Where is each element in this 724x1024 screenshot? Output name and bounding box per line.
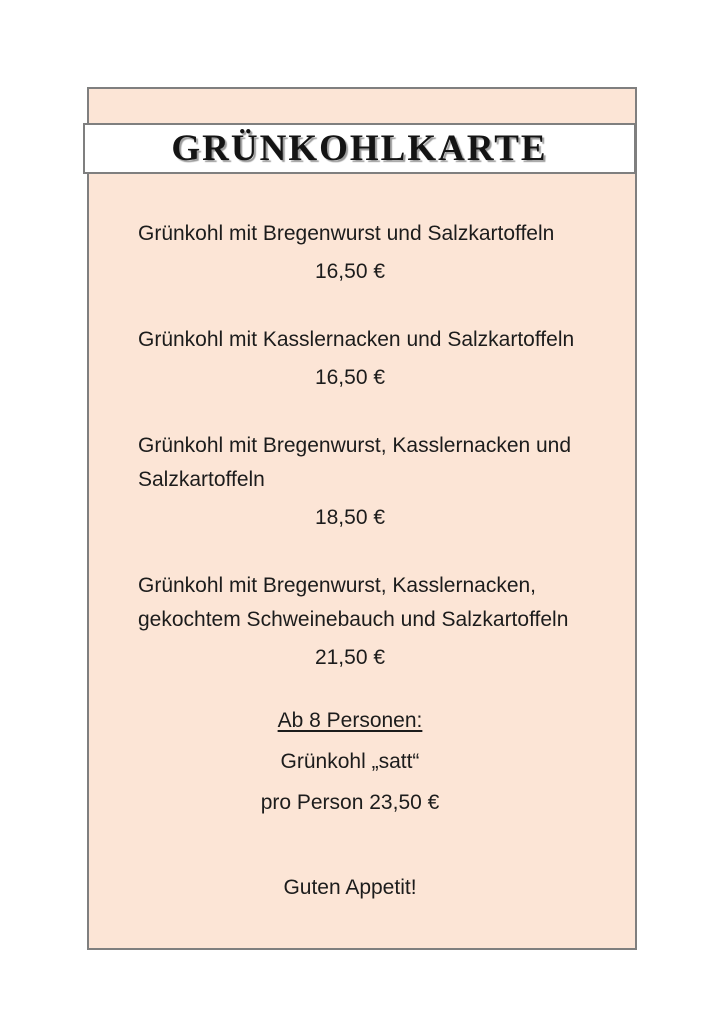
menu-card [87,87,637,950]
menu-item-name [89,429,611,497]
menu-item-name-line: Grünkohl mit Bregenwurst, Kasslernacken, [138,574,537,597]
menu-item [89,429,611,535]
menu-item [89,569,611,675]
footer-greeting: Guten Appetit! [283,876,417,899]
menu-item-price: 18,50 € [314,506,386,529]
group-offer [89,704,611,820]
menu-item-price: 16,50 € [314,366,386,389]
menu-item-name [89,569,611,637]
menu-item-name-line: Grünkohl mit Kasslernacken und Salzkartoffeln [138,328,575,351]
menu-item-name [89,217,611,251]
menu-item-name-line: Grünkohl mit Bregenwurst und Salzkartoffeln [138,222,555,245]
menu-item-name-line: gekochtem Schweinebauch und Salzkartoffeln [138,608,569,631]
menu-item-name-line: Grünkohl mit Bregenwurst, Kasslernacken und [138,434,572,457]
menu-title: GRÜNKOHLKARTE [171,128,548,169]
menu-item-price: 16,50 € [314,260,386,283]
group-offer-price: pro Person 23,50 € [260,791,440,814]
menu-item [89,323,611,395]
menu-item-name-line: Salzkartoffeln [138,468,265,491]
menu-content [89,217,611,905]
menu-item-price: 21,50 € [314,646,386,669]
group-offer-heading: Ab 8 Personen: [277,709,423,732]
menu-item [89,217,611,289]
menu-item-name [89,323,611,357]
title-banner [83,123,636,174]
group-offer-dish: Grünkohl „satt“ [280,750,420,773]
